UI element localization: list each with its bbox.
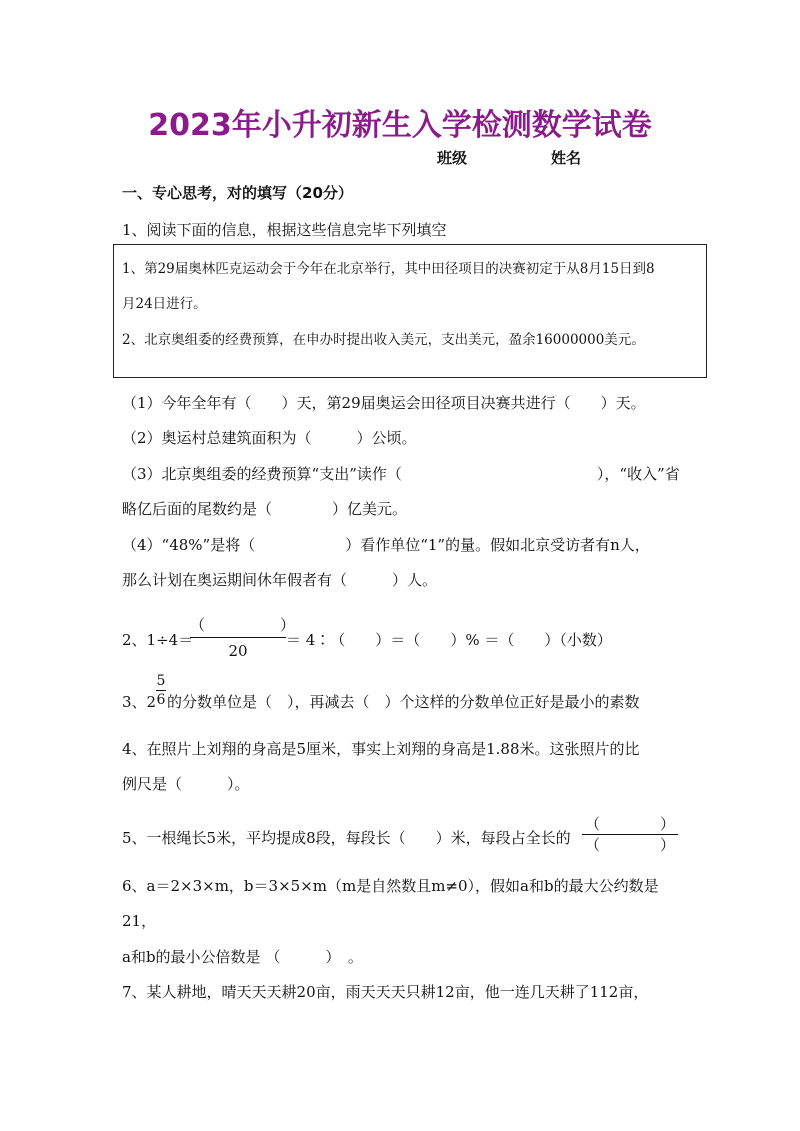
q7-line: 7、某人耕地，晴天天天耕20亩，雨天天天只耕12亩，他一连几天耕了112亩， xyxy=(122,983,649,1001)
info-line: 月24日进行。 xyxy=(122,296,207,312)
q1-sub: （3）北京奥组委的经费预算“支出”读作（ ），“收入”省 xyxy=(122,465,680,483)
numerator: （ ） xyxy=(190,616,296,634)
name-label: 姓名 xyxy=(551,149,582,167)
q1-sub: 那么计划在奥运期间休年假者有（ ）人。 xyxy=(122,571,438,589)
q6-line: 21， xyxy=(122,912,157,930)
q5-fraction xyxy=(582,814,678,855)
q1-sub: （4）“48%”是将（ ）看作单位“1”的量。假如北京受访者有n人， xyxy=(122,536,650,554)
denominator: （ ） xyxy=(584,836,675,854)
q1-sub: （1）今年全年有（ ）天，第29届奥运会田径项目决赛共进行（ ）天。 xyxy=(122,394,646,412)
q4-line: 例尺是（ ）。 xyxy=(122,775,250,793)
q5-text: 5、一根绳长5米，平均提成8段，每段长（ ）米，每段占全长的 xyxy=(122,829,571,847)
info-line: 2、北京奥组委的经费预算，在申办时提出收入美元，支出美元，盈余16000000美元。 xyxy=(122,332,645,348)
numerator: （ ） xyxy=(584,815,675,833)
info-line: 1、第29届奥林匹克运动会于今年在北京举行，其中田径项目的决赛初定于从8月15日到8 xyxy=(122,261,655,277)
q1-sub: 略亿后面的尾数约是（ ）亿美元。 xyxy=(122,500,408,518)
info-box xyxy=(113,244,707,378)
denominator: 6 xyxy=(156,692,166,708)
section-heading: 一、专心思考，对的填写（20分） xyxy=(122,184,353,202)
q2-suffix: ＝ 4∶（ ）＝（ ）% ＝（ ）（小数） xyxy=(286,631,612,649)
class-label: 班级 xyxy=(437,149,468,167)
q6-line: a和b的最小公倍数是 （ ） 。 xyxy=(122,948,363,966)
q3-prefix: 3、2 xyxy=(122,693,157,711)
q6-line: 6、a＝2×3×m，b＝3×5×m（m是自然数且m≠0），假如a和b的最大公约数是 xyxy=(122,877,659,895)
numerator: 5 xyxy=(156,673,166,689)
page-title: 2023年小升初新生入学检测数学试卷 xyxy=(148,108,652,143)
q1-sub: （2）奥运村总建筑面积为（ ）公顷。 xyxy=(122,429,417,447)
denominator: 20 xyxy=(228,642,248,660)
q2-prefix: 2、1÷4＝ xyxy=(122,631,194,649)
q1-intro: 1、阅读下面的信息，根据这些信息完毕下列填空 xyxy=(122,221,447,239)
q3-fraction xyxy=(156,672,166,709)
q4-line: 4、在照片上刘翔的身高是5厘米，事实上刘翔的身高是1.88米。这张照片的比 xyxy=(122,740,640,758)
q2-fraction xyxy=(190,614,296,660)
q3-suffix: 的分数单位是（ ），再减去（ ）个这样的分数单位正好是最小的素数 xyxy=(167,693,640,711)
